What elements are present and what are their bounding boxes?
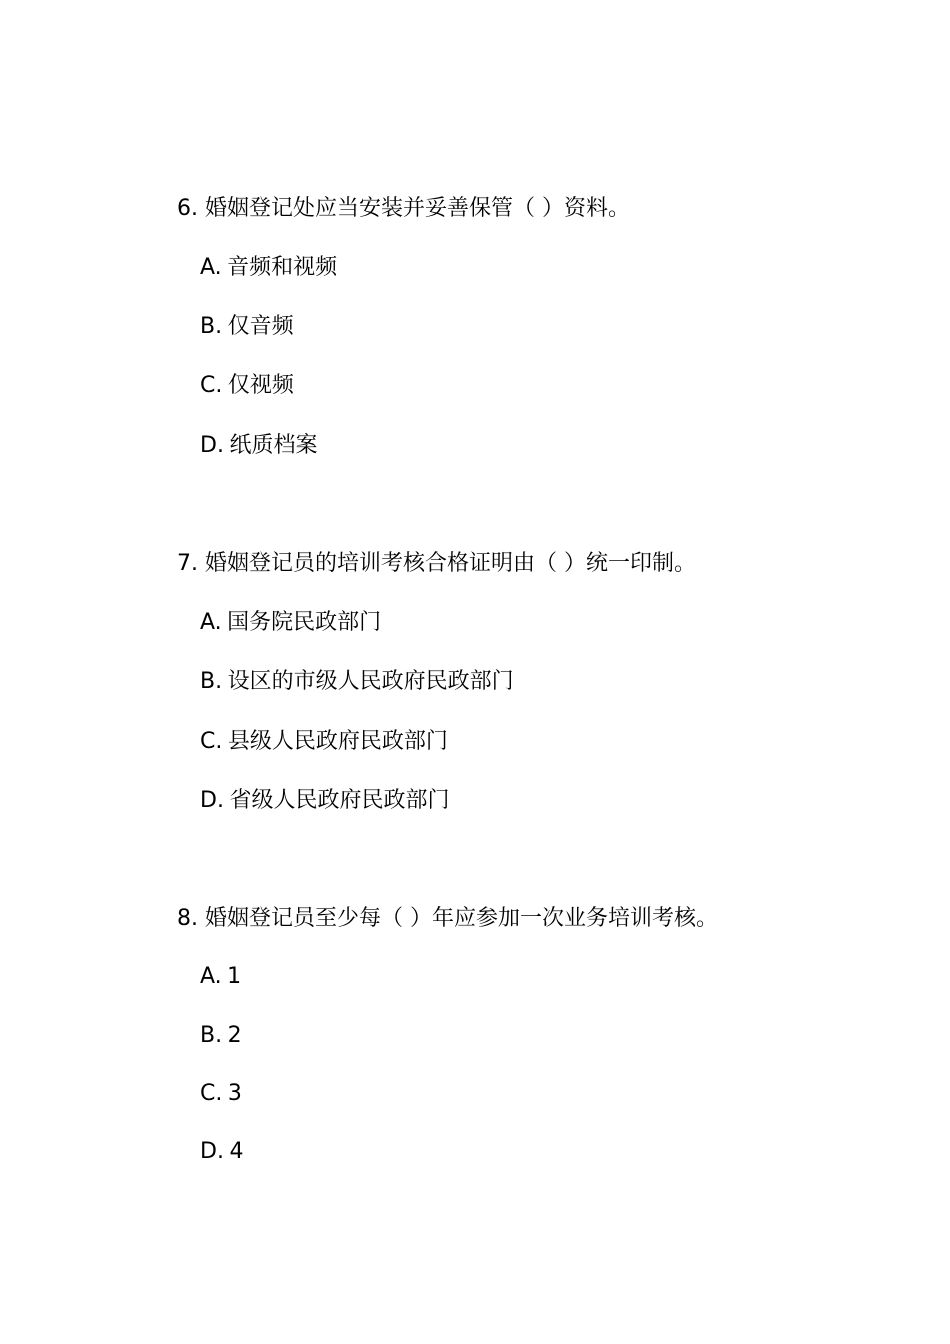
option-label: D.	[200, 788, 224, 813]
option-text: 设区的市级人民政府民政部门	[227, 669, 514, 694]
option-c	[200, 727, 448, 757]
option-label: A.	[200, 964, 222, 989]
option-label: B.	[200, 669, 223, 694]
option-label: D.	[200, 433, 224, 458]
option-label: A.	[200, 255, 222, 280]
option-label: C.	[200, 729, 223, 754]
option-label: C.	[200, 1081, 223, 1106]
question-8	[177, 904, 897, 1164]
option-d	[200, 1137, 243, 1167]
option-d	[200, 431, 317, 461]
question-stem: 7. 婚姻登记员的培训考核合格证明由（ ）统一印制。	[177, 551, 696, 576]
question-stem: 8. 婚姻登记员至少每（ ）年应参加一次业务培训考核。	[177, 906, 718, 931]
option-text: 仅视频	[227, 373, 294, 398]
question-stem: 6. 婚姻登记处应当安装并妥善保管（ ）资料。	[177, 196, 630, 221]
option-b	[200, 312, 294, 342]
option-c	[200, 1079, 242, 1109]
option-a	[200, 608, 381, 638]
option-text: 3	[227, 1081, 242, 1106]
option-label: B.	[200, 1023, 223, 1048]
option-c	[200, 371, 294, 401]
option-text: 1	[227, 964, 242, 989]
question-7	[177, 549, 897, 813]
option-d	[200, 786, 449, 816]
option-b	[200, 667, 514, 697]
option-b	[200, 1021, 242, 1051]
option-text: 音频和视频	[227, 255, 338, 280]
option-a	[200, 962, 241, 992]
option-text: 县级人民政府民政部门	[227, 729, 448, 754]
option-label: D.	[200, 1139, 224, 1164]
option-text: 国务院民政部门	[227, 610, 382, 635]
option-a	[200, 253, 337, 283]
option-text: 4	[229, 1139, 244, 1164]
question-6	[177, 194, 897, 458]
option-text: 省级人民政府民政部门	[229, 788, 450, 813]
option-text: 仅音频	[227, 314, 294, 339]
option-label: B.	[200, 314, 223, 339]
option-label: C.	[200, 373, 223, 398]
option-label: A.	[200, 610, 222, 635]
option-text: 2	[227, 1023, 242, 1048]
option-text: 纸质档案	[229, 433, 318, 458]
